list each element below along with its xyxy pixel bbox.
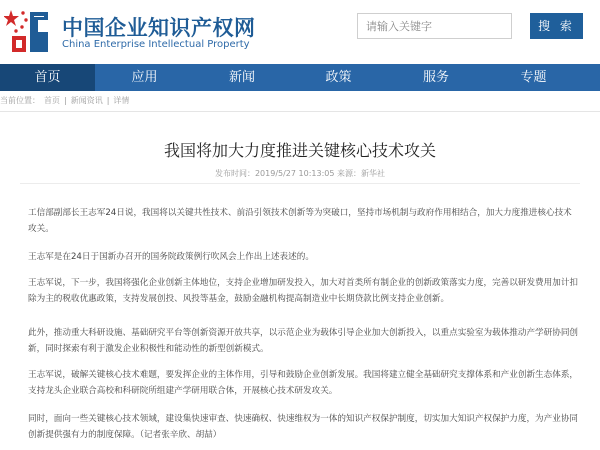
article-meta: 发布时间：2019/5/27 10:13:05 来源：新华社 bbox=[214, 169, 386, 178]
site-header bbox=[0, 0, 600, 64]
breadcrumb-separator: | bbox=[64, 96, 67, 105]
article-paragraph: 工信部副部长王志军24日说，我国将以关键共性技术、前沿引领技术创新等为突破口，坚持市场机制与政府作用相结合，加大力度推进核心技术攻关。 bbox=[28, 208, 572, 234]
article-paragraph: 王志军说，下一步，我国将强化企业创新主体地位，支持企业增加研发投入，加大对首类所有制企业的创新政策落实力度，完善以研发费用加计扣除为主的税收优惠政策，支持发展创投、风投等基金，鼓励金融机构提高制造业中长期贷款比例支持企业创新。 bbox=[28, 278, 579, 304]
article-paragraph: 此外，推动重大科研设施、基础研究平台等创新资源开放共享，以示范企业为载体引导企业加大创新投入，以重点实验室为载体推动产学研协同创新，同时探索有利于激发企业积极性和能动性的新型创新模式。 bbox=[28, 328, 579, 354]
article-title: 我国将加大力度推进关键核心技术攻关 bbox=[163, 141, 436, 160]
title-divider bbox=[20, 183, 580, 184]
nav-item-policy[interactable]: 政策 bbox=[325, 70, 352, 85]
article-paragraph: 王志军是在24日于国新办召开的国务院政策例行吹风会上作出上述表述的。 bbox=[28, 252, 314, 262]
breadcrumb-item-current: 详情 bbox=[113, 96, 130, 105]
site-name[interactable]: 中国企业知识产权网 bbox=[62, 16, 256, 40]
breadcrumb-prefix: 当前位置： bbox=[0, 96, 40, 105]
breadcrumb-item-home[interactable]: 首页 bbox=[44, 96, 60, 105]
breadcrumb-separator: | bbox=[106, 96, 110, 105]
breadcrumb bbox=[0, 91, 600, 112]
nav-item-news[interactable]: 新闻 bbox=[228, 70, 255, 85]
search-button[interactable]: 搜 索 bbox=[530, 13, 583, 39]
article-paragraph: 王志军说，破解关键核心技术难题，要发挥企业的主体作用，引导和鼓励企业创新发展。我国将建立健全基础研究支撑体系和产业创新生态体系，支持龙头企业联合高校和科研院所组建产学研用联合体，开展核心技术研发攻关。 bbox=[28, 370, 579, 396]
search-input[interactable] bbox=[357, 13, 512, 39]
breadcrumb-item-news[interactable]: 新闻资讯 bbox=[70, 96, 103, 105]
site-logo-icon[interactable] bbox=[4, 6, 58, 58]
article-paragraph: 同时，面向一些关键核心技术领域，建设集快速审查、快速确权、快速维权为一体的知识产权保护制度，切实加大知识产权保护力度，为产业协同创新提供强有力的制度保障。（记者张辛欣、胡喆） bbox=[28, 414, 579, 440]
nav-item-home[interactable]: 首页 bbox=[0, 64, 95, 91]
nav-item-apps[interactable]: 应用 bbox=[131, 70, 158, 85]
nav-item-topics[interactable]: 专题 bbox=[520, 70, 547, 85]
main-nav bbox=[0, 64, 600, 91]
site-name-english: China Enterprise Intellectual Property bbox=[62, 39, 250, 50]
nav-item-services[interactable]: 服务 bbox=[422, 70, 449, 85]
